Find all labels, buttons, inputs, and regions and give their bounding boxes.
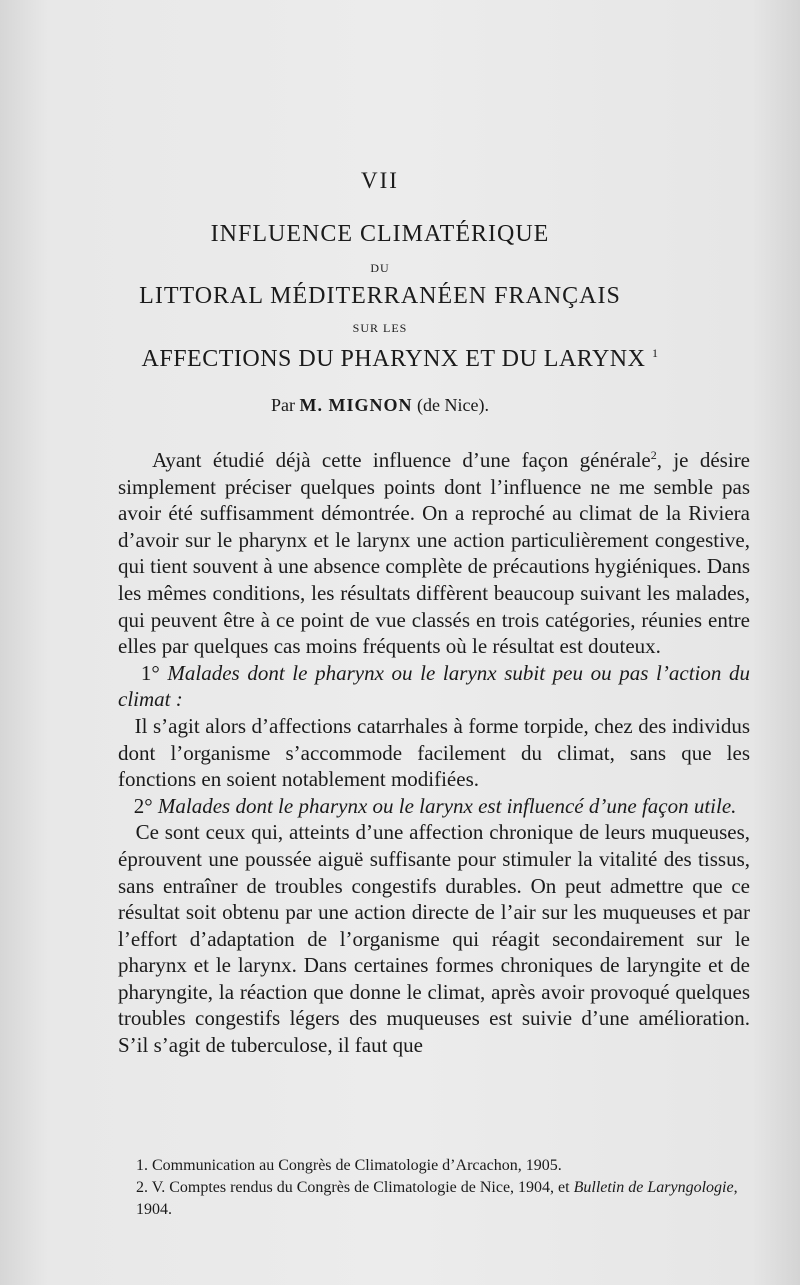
footnote-2-text: V. Comptes rendus du Congrès de Climatologie de Nice, 1904, et (151, 1179, 570, 1196)
chapter-number: VII (361, 168, 399, 193)
byline-author: M. MIGNON (299, 395, 413, 415)
title-connector-du: DU (370, 261, 390, 275)
paragraph-category-1-text: Il s’agit alors d’affections catarrhales à forme torpide, chez des individus dont l’organisme s’accommode facilement du climat, sans que les fonctions en soient notablement modifiées. (118, 713, 750, 792)
footnote-2-num: 2. (136, 1179, 148, 1196)
paragraph-intro-b: , je désire simplement préciser quelques points dont l’influence ne me semble pas avoir été suffisamment démontrée. On a reproché au climat de la Riviera d’avoir sur le pharynx et le larynx une action particulièrement congestive, qui tient souvent à une absence complète de précautions hygiéniques. Dans les mêmes conditions, les résultats diffèrent beaucoup suivant les malades, qui peuvent être à ce point de vue classés en trois catégories, réunies entre elles par quelques cas moins fréquents où le résultat est douteux. (118, 448, 751, 659)
footnote-2 (118, 1177, 758, 1221)
title-line-2: LITTORAL MÉDITERRANÉEN FRANÇAIS (139, 283, 621, 309)
footnotes (118, 1155, 758, 1221)
title-line-3-text: AFFECTIONS DU PHARYNX ET DU LARYNX (141, 346, 646, 372)
heading-category-1-text: Malades dont le pharynx ou le larynx subit peu ou pas l’action du climat : (118, 660, 750, 712)
footnote-1 (118, 1155, 758, 1177)
title-line-3 (40, 346, 760, 373)
footnote-2-journal: Bulletin de Laryngologie (573, 1179, 734, 1196)
byline-place: (de Nice). (417, 395, 489, 415)
footnote-2-end: , 1904. (136, 1179, 738, 1218)
paragraph-category-1 (118, 713, 750, 793)
heading-category-1-num: 1° (140, 660, 160, 685)
footnote-1-text: Communication au Congrès de Climatologie d’Arcachon, 1905. (152, 1157, 562, 1174)
heading-category-1 (118, 660, 750, 713)
bleed-through-text (115, 62, 795, 89)
footnote-ref-2: 2 (650, 448, 657, 462)
paragraph-intro (118, 447, 750, 660)
paragraph-intro-a: Ayant étudié déjà cette influence d’une façon générale (152, 448, 651, 472)
heading-category-2-text: Malades dont le pharynx ou le larynx est influencé d’une façon utile. (157, 793, 737, 818)
byline-par: Par (271, 395, 296, 415)
paragraph-category-2-text: Ce sont ceux qui, atteints d’une affection chronique de leurs muqueuses, éprouvent une poussée aiguë suffisante pour stimuler la vitalité des tissus, sans entraîner de troubles congestifs durables. On peut admettre que ce résultat soit obtenu par une action directe de l’air sur les muqueuses et par l’effort d’adaptation de l’organisme qui réagit secondairement sur le pharynx et le larynx. Dans certaines formes chroniques de laryngite et de pharyngite, la réaction que donne le climat, après avoir provoqué quelques troubles congestifs légers des muqueuses est suivie d’une amélioration. S’il s’agit de tuberculose, il faut que (118, 820, 751, 1058)
paragraph-category-2 (118, 819, 750, 1058)
footnote-1-num: 1. (136, 1157, 148, 1174)
byline (100, 395, 660, 416)
body-text (118, 447, 750, 1059)
heading-category-2 (118, 793, 750, 820)
title-connector-sur: SUR LES (352, 321, 408, 335)
title-footnote-ref: 1 (651, 346, 659, 360)
heading-category-2-num: 2° (133, 793, 153, 818)
title-line-1: INFLUENCE CLIMATÉRIQUE (210, 221, 550, 247)
